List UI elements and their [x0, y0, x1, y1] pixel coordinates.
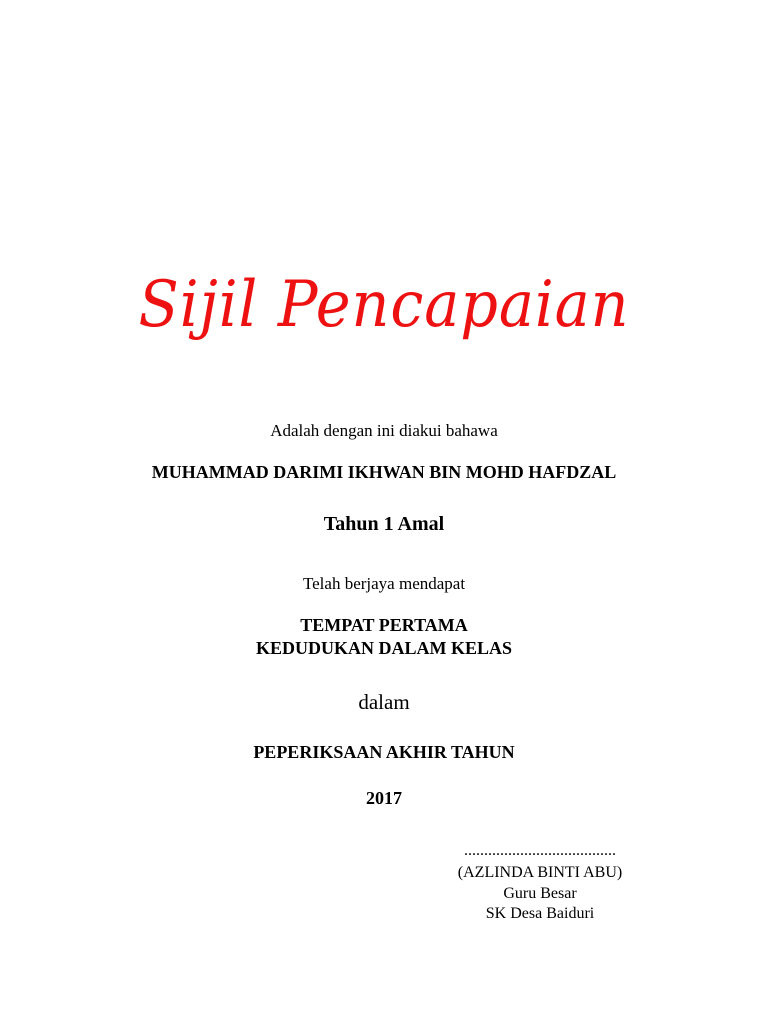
signature-line: ......................................	[464, 842, 616, 859]
recipient-name: MUHAMMAD DARIMI IKHWAN BIN MOHD HAFDZAL	[151, 462, 617, 482]
rank-detail-text: KEDUDUKAN DALAM KELAS	[255, 638, 513, 658]
rank-text: TEMPAT PERTAMA	[300, 615, 468, 635]
exam-name: PEPERIKSAAN AKHIR TAHUN	[253, 742, 515, 762]
intro-text: Adalah dengan ini diakui bahawa	[270, 421, 498, 440]
signatory-school: SK Desa Baiduri	[485, 905, 595, 922]
connector-text: dalam	[358, 690, 410, 714]
exam-year: 2017	[366, 788, 402, 808]
signatory-role: Guru Besar	[503, 885, 577, 902]
class-name: Tahun 1 Amal	[323, 513, 445, 535]
certificate-title: Sijil Pencapaian	[138, 268, 630, 342]
achieved-text: Telah berjaya mendapat	[302, 574, 466, 593]
signatory-name: (AZLINDA BINTI ABU)	[457, 864, 623, 881]
